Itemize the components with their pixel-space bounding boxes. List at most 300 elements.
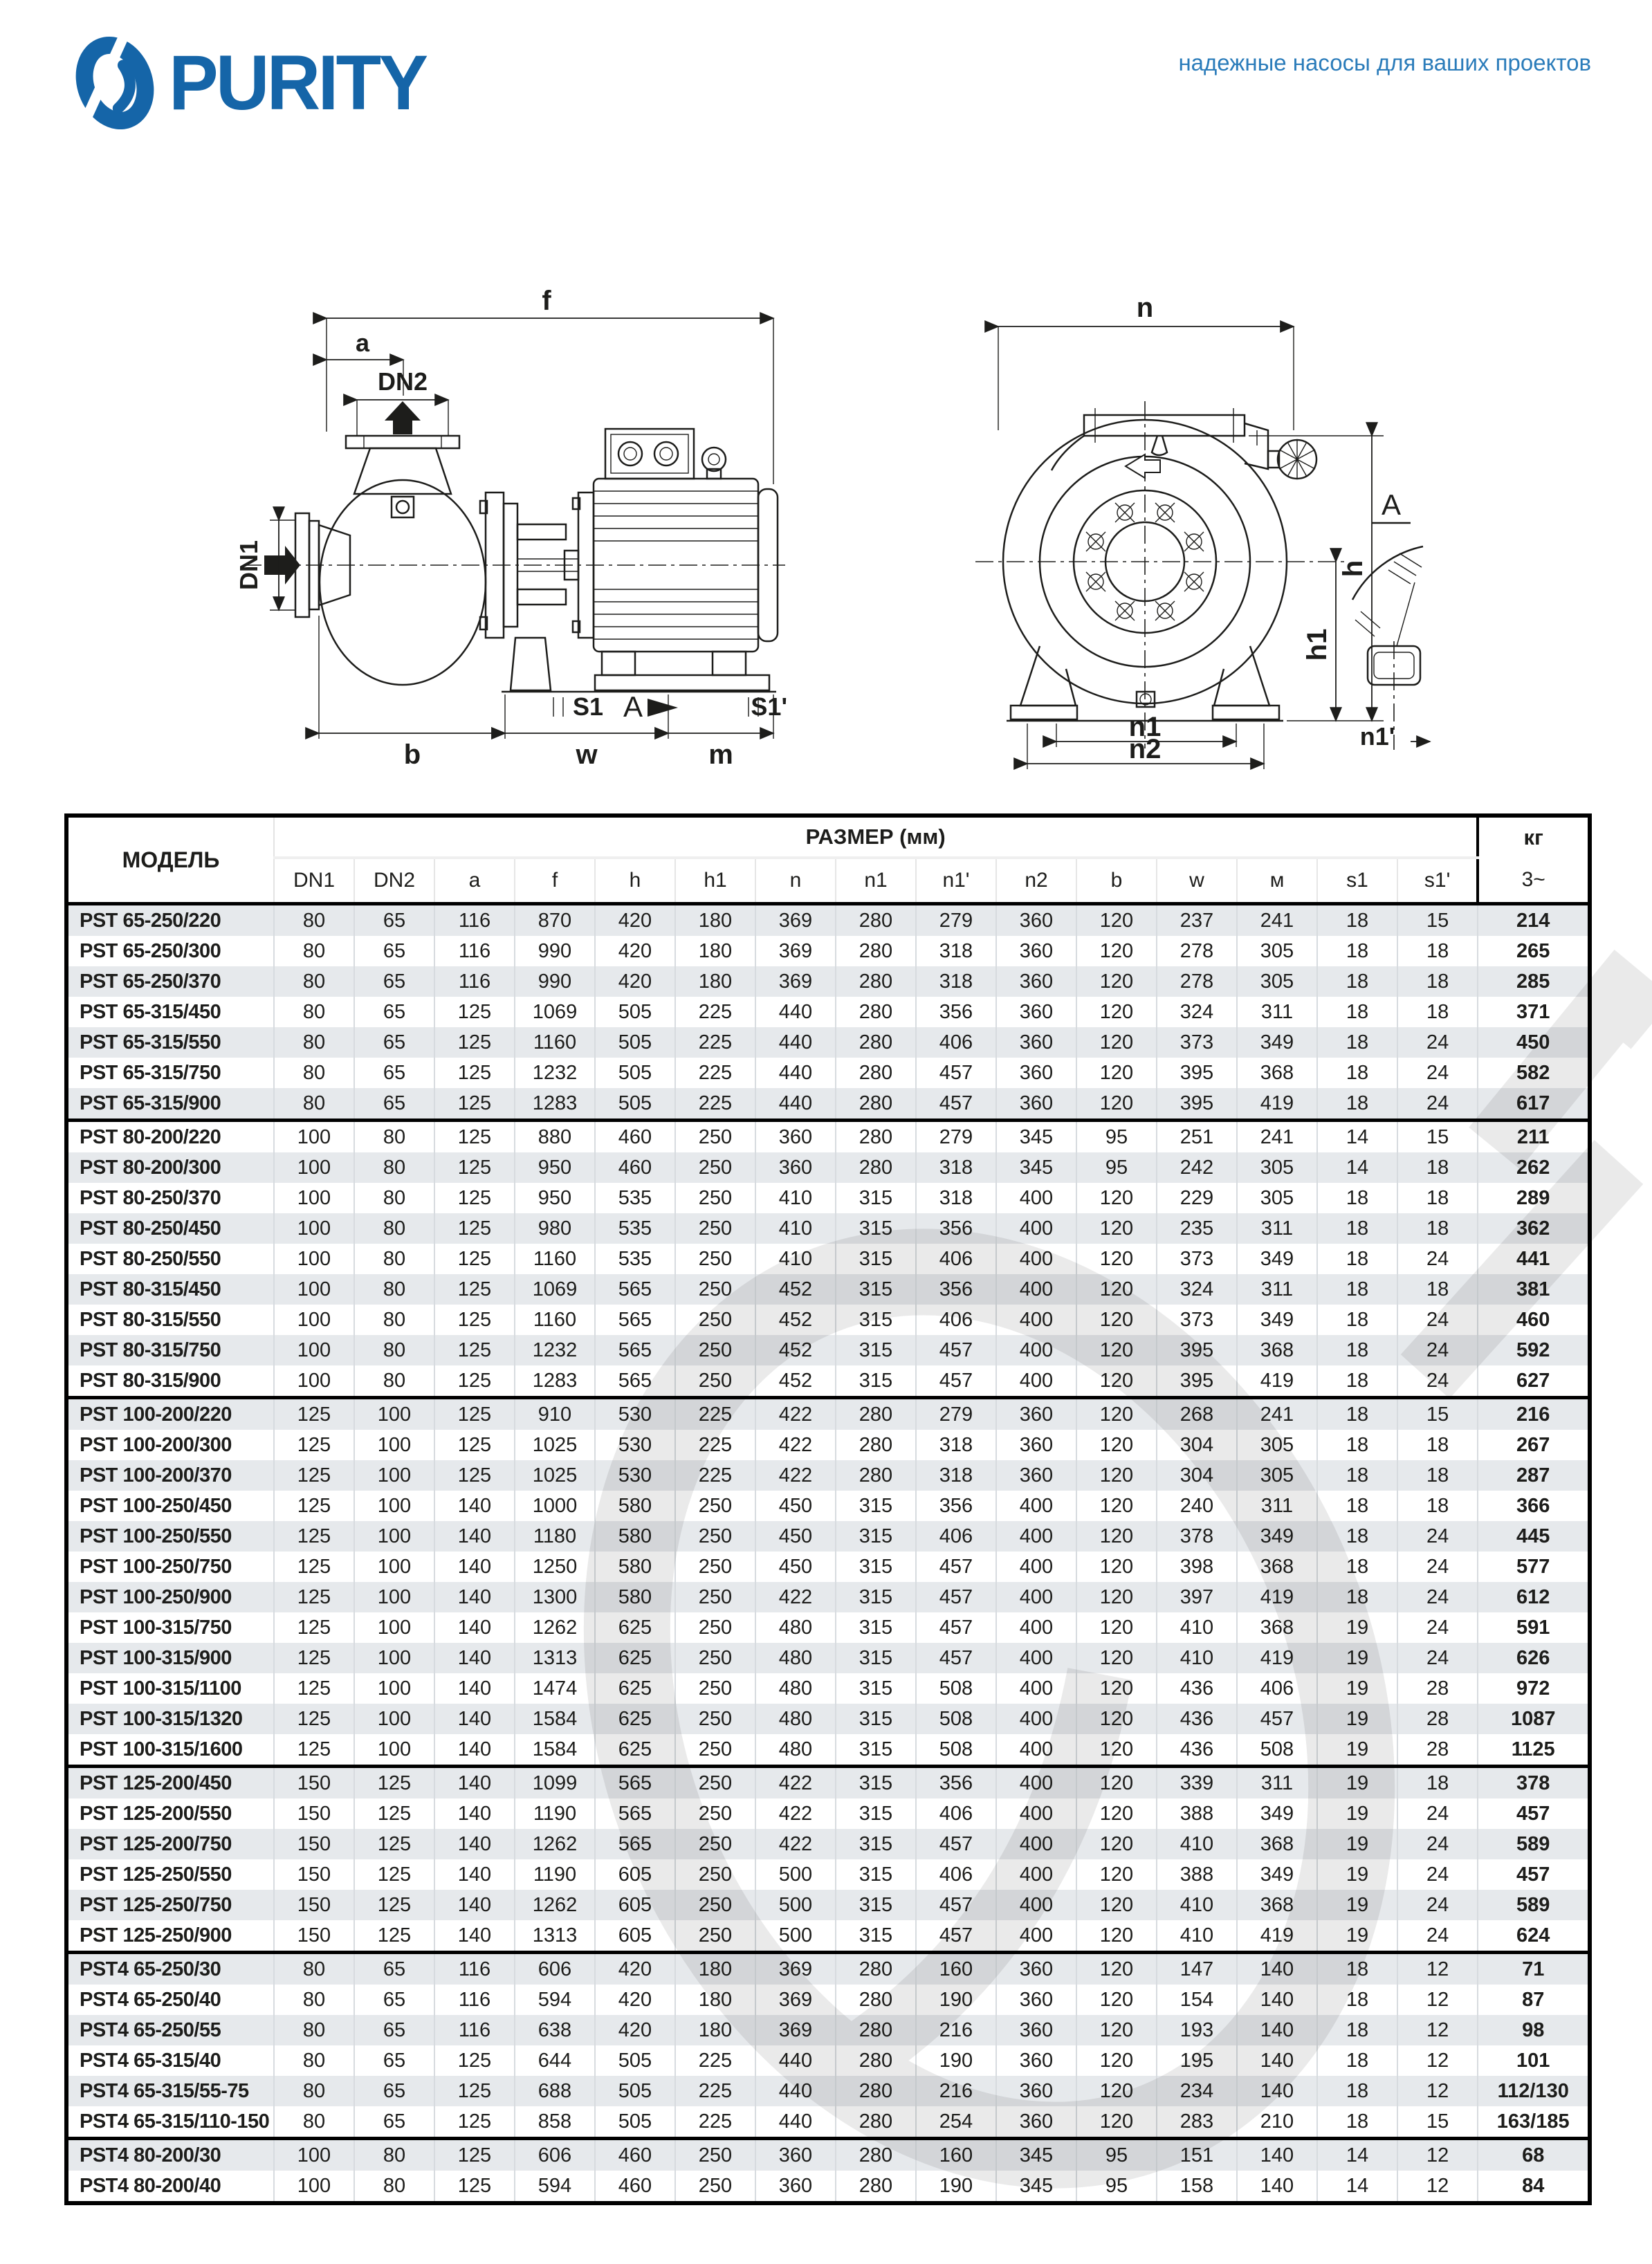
dimension-cell: 18 xyxy=(1317,936,1397,966)
dimension-cell: 19 xyxy=(1317,1829,1397,1859)
dimension-cell: 65 xyxy=(354,966,434,997)
dimension-cell: 18 xyxy=(1317,1582,1397,1612)
dimension-cell: 605 xyxy=(595,1859,675,1890)
weight-cell: 214 xyxy=(1478,904,1590,937)
dimension-cell: 530 xyxy=(595,1398,675,1430)
dimension-cell: 406 xyxy=(916,1027,996,1058)
dim-label-n2: n2 xyxy=(1128,734,1162,764)
dimension-cell: 116 xyxy=(434,1985,515,2015)
dimension-cell: 240 xyxy=(1157,1491,1237,1521)
dimension-cell: 116 xyxy=(434,2015,515,2045)
dimension-cell: 388 xyxy=(1157,1798,1237,1829)
column-header: a xyxy=(434,858,515,904)
table-row xyxy=(66,1673,1590,1704)
dimension-cell: 950 xyxy=(515,1152,595,1183)
table-row xyxy=(66,1859,1590,1890)
weight-cell: 71 xyxy=(1478,1953,1590,1985)
dimension-cell: 625 xyxy=(595,1612,675,1643)
weight-cell: 627 xyxy=(1478,1365,1590,1398)
dimension-cell: 120 xyxy=(1076,1767,1157,1799)
dimension-cell: 18 xyxy=(1317,1183,1397,1213)
dimension-cell: 120 xyxy=(1076,1521,1157,1552)
dimension-cell: 280 xyxy=(836,904,916,937)
dimension-cell: 1232 xyxy=(515,1335,595,1365)
dimension-cell: 315 xyxy=(836,1704,916,1734)
weight-cell: 460 xyxy=(1478,1305,1590,1335)
dimension-cell: 315 xyxy=(836,1491,916,1521)
dimension-cell: 315 xyxy=(836,1305,916,1335)
dimension-cell: 100 xyxy=(274,2171,354,2203)
model-cell: PST 125-200/450 xyxy=(66,1767,274,1799)
dimension-cell: 140 xyxy=(434,1521,515,1552)
dimension-cell: 1190 xyxy=(515,1859,595,1890)
dimension-cell: 990 xyxy=(515,966,595,997)
column-header: DN2 xyxy=(354,858,434,904)
dimension-cell: 605 xyxy=(595,1890,675,1920)
dimension-cell: 508 xyxy=(916,1734,996,1767)
dimension-cell: 18 xyxy=(1397,936,1478,966)
dimension-cell: 644 xyxy=(515,2045,595,2076)
weight-cell: 371 xyxy=(1478,997,1590,1027)
dimension-cell: 311 xyxy=(1237,1767,1317,1799)
dimension-cell: 18 xyxy=(1397,1152,1478,1183)
dimension-cell: 318 xyxy=(916,936,996,966)
table-row xyxy=(66,1365,1590,1398)
dimension-cell: 140 xyxy=(1237,2076,1317,2106)
weight-cell: 265 xyxy=(1478,936,1590,966)
dimension-cell: 457 xyxy=(916,1643,996,1673)
dimension-cell: 356 xyxy=(916,1274,996,1305)
dimension-cell: 480 xyxy=(755,1673,836,1704)
column-header: n1 xyxy=(836,858,916,904)
model-cell: PST4 65-250/40 xyxy=(80,1988,221,2011)
purity-logo-icon xyxy=(69,36,166,129)
table-row xyxy=(66,997,1590,1027)
table-body xyxy=(66,904,1590,2204)
dimension-cell: 100 xyxy=(354,1430,434,1460)
pump-side-view-drawing xyxy=(228,285,792,773)
dimension-cell: 250 xyxy=(675,1552,755,1582)
dimension-cell: 400 xyxy=(996,1244,1076,1274)
dimension-cell: 419 xyxy=(1237,1582,1317,1612)
table-row xyxy=(66,1612,1590,1643)
dimension-cell: 395 xyxy=(1157,1088,1237,1121)
dimension-cell: 190 xyxy=(916,2045,996,2076)
dimension-cell: 120 xyxy=(1076,936,1157,966)
table-row xyxy=(66,1398,1590,1430)
model-cell: PST 100-250/450 xyxy=(80,1494,232,1517)
purity-logo xyxy=(69,36,437,129)
dimension-cell: 229 xyxy=(1157,1183,1237,1213)
model-cell: PST4 65-250/55 xyxy=(80,2018,221,2041)
dimension-cell: 422 xyxy=(755,1829,836,1859)
dimension-cell: 18 xyxy=(1317,997,1397,1027)
dimension-cell: 125 xyxy=(434,1430,515,1460)
dimension-cell: 505 xyxy=(595,2045,675,2076)
dimension-cell: 505 xyxy=(595,1058,675,1088)
table-row xyxy=(66,1920,1590,1953)
dimension-cell: 356 xyxy=(916,1213,996,1244)
dimension-cell: 24 xyxy=(1397,1335,1478,1365)
dimension-cell: 225 xyxy=(675,1088,755,1121)
dimension-cell: 125 xyxy=(354,1767,434,1799)
column-header: n xyxy=(755,858,836,904)
table-row xyxy=(66,1953,1590,1985)
dimension-cell: 150 xyxy=(274,1890,354,1920)
table-row xyxy=(66,1088,1590,1121)
dimension-cell: 315 xyxy=(836,1829,916,1859)
dimension-cell: 360 xyxy=(996,1027,1076,1058)
dimension-cell: 400 xyxy=(996,1920,1076,1953)
dimension-cell: 65 xyxy=(354,904,434,937)
dimension-cell: 345 xyxy=(996,1152,1076,1183)
model-cell: PST 65-315/900 xyxy=(80,1092,221,1114)
weight-cell: 101 xyxy=(1478,2045,1590,2076)
dimension-cell: 18 xyxy=(1317,2106,1397,2139)
dimension-cell: 80 xyxy=(274,2045,354,2076)
dimension-cell: 324 xyxy=(1157,997,1237,1027)
dimension-cell: 406 xyxy=(916,1859,996,1890)
dimension-cell: 406 xyxy=(916,1305,996,1335)
dimension-cell: 140 xyxy=(434,1829,515,1859)
dimension-cell: 18 xyxy=(1317,904,1397,937)
dimension-cell: 65 xyxy=(354,1088,434,1121)
dimension-cell: 457 xyxy=(916,1335,996,1365)
dimension-cell: 400 xyxy=(996,1183,1076,1213)
dimension-cell: 125 xyxy=(274,1734,354,1767)
model-cell: PST 65-315/450 xyxy=(80,1000,221,1023)
dimension-cell: 24 xyxy=(1397,1027,1478,1058)
model-cell: PST 100-315/900 xyxy=(80,1646,232,1669)
dimension-cell: 125 xyxy=(434,1213,515,1244)
dimension-cell: 225 xyxy=(675,997,755,1027)
dimension-cell: 535 xyxy=(595,1244,675,1274)
dimension-cell: 18 xyxy=(1317,1521,1397,1552)
dimension-cell: 368 xyxy=(1237,1612,1317,1643)
dimension-cell: 535 xyxy=(595,1183,675,1213)
dimension-cell: 241 xyxy=(1237,904,1317,937)
column-header: м xyxy=(1237,858,1317,904)
dimension-cell: 400 xyxy=(996,1798,1076,1829)
dimension-cell: 120 xyxy=(1076,2106,1157,2139)
dimension-cell: 120 xyxy=(1076,1244,1157,1274)
dimension-cell: 1262 xyxy=(515,1612,595,1643)
dimension-cell: 100 xyxy=(274,1183,354,1213)
dimension-cell: 436 xyxy=(1157,1673,1237,1704)
dimension-cell: 125 xyxy=(274,1398,354,1430)
dimension-cell: 216 xyxy=(916,2015,996,2045)
dimension-cell: 324 xyxy=(1157,1274,1237,1305)
weight-cell: 366 xyxy=(1478,1491,1590,1521)
table-row xyxy=(66,1058,1590,1088)
dim-label-s1: S1 xyxy=(572,692,604,721)
dimension-cell: 125 xyxy=(274,1673,354,1704)
weight-cell: 592 xyxy=(1478,1335,1590,1365)
model-cell: PST 65-250/370 xyxy=(80,970,221,993)
dimension-cell: 1232 xyxy=(515,1058,595,1088)
dimension-cell: 28 xyxy=(1397,1673,1478,1704)
table-row xyxy=(66,1985,1590,2015)
dimension-cell: 400 xyxy=(996,1673,1076,1704)
dimension-cell: 140 xyxy=(434,1673,515,1704)
dimension-cell: 250 xyxy=(675,1643,755,1673)
dimension-cell: 125 xyxy=(354,1859,434,1890)
dimension-cell: 400 xyxy=(996,1521,1076,1552)
dimension-cell: 65 xyxy=(354,1985,434,2015)
dimension-cell: 250 xyxy=(675,1582,755,1612)
dimension-cell: 120 xyxy=(1076,2045,1157,2076)
dimension-cell: 638 xyxy=(515,2015,595,2045)
dimension-cell: 120 xyxy=(1076,1582,1157,1612)
dimension-cell: 457 xyxy=(916,1058,996,1088)
dimension-cell: 280 xyxy=(836,2045,916,2076)
dimension-cell: 625 xyxy=(595,1673,675,1704)
dimension-cell: 422 xyxy=(755,1460,836,1491)
dimension-cell: 18 xyxy=(1317,1335,1397,1365)
dimension-cell: 360 xyxy=(996,1430,1076,1460)
dimension-cell: 125 xyxy=(434,1244,515,1274)
dimension-cell: 120 xyxy=(1076,1734,1157,1767)
weight-cell: 441 xyxy=(1478,1244,1590,1274)
dimension-cell: 279 xyxy=(916,904,996,937)
model-cell: PST 100-315/750 xyxy=(80,1616,232,1639)
dimension-cell: 24 xyxy=(1397,1582,1478,1612)
model-cell: PST 80-315/450 xyxy=(80,1278,221,1300)
model-cell: PST 100-200/220 xyxy=(66,1398,274,1430)
dimension-cell: 120 xyxy=(1076,1890,1157,1920)
dimension-cell: 234 xyxy=(1157,2076,1237,2106)
dimension-cell: 65 xyxy=(354,936,434,966)
dimension-cell: 250 xyxy=(675,1521,755,1552)
dimension-cell: 315 xyxy=(836,1213,916,1244)
dimension-cell: 410 xyxy=(755,1244,836,1274)
dimension-cell: 180 xyxy=(675,1985,755,2015)
dimension-cell: 315 xyxy=(836,1582,916,1612)
dimension-cell: 304 xyxy=(1157,1430,1237,1460)
dimension-cell: 24 xyxy=(1397,1244,1478,1274)
dimension-cell: 19 xyxy=(1317,1798,1397,1829)
dimension-cell: 15 xyxy=(1397,2106,1478,2139)
dimension-cell: 369 xyxy=(755,904,836,937)
dimension-cell: 14 xyxy=(1317,1152,1397,1183)
dimension-cell: 315 xyxy=(836,1673,916,1704)
dimension-cell: 250 xyxy=(675,1673,755,1704)
dimension-cell: 315 xyxy=(836,1859,916,1890)
dimension-cell: 120 xyxy=(1076,1183,1157,1213)
dimension-cell: 565 xyxy=(595,1829,675,1859)
dimension-cell: 452 xyxy=(755,1274,836,1305)
dimension-cell: 125 xyxy=(354,1890,434,1920)
dimension-cell: 18 xyxy=(1397,997,1478,1027)
dimension-cell: 450 xyxy=(755,1521,836,1552)
dimension-cell: 95 xyxy=(1076,2139,1157,2171)
dimension-cell: 100 xyxy=(354,1521,434,1552)
table-row xyxy=(66,1027,1590,1058)
dimension-cell: 360 xyxy=(996,1058,1076,1088)
dimension-cell: 15 xyxy=(1397,1121,1478,1153)
dimension-cell: 250 xyxy=(675,1335,755,1365)
dimension-cell: 125 xyxy=(434,2045,515,2076)
dimension-cell: 410 xyxy=(755,1183,836,1213)
dimension-cell: 19 xyxy=(1317,1890,1397,1920)
dimension-cell: 140 xyxy=(434,1582,515,1612)
dimension-cell: 80 xyxy=(274,1058,354,1088)
table-row xyxy=(66,1244,1590,1274)
dim-label-n: n xyxy=(1136,293,1154,323)
dimension-cell: 18 xyxy=(1317,1244,1397,1274)
dimension-cell: 140 xyxy=(434,1552,515,1582)
dimension-cell: 349 xyxy=(1237,1521,1317,1552)
model-cell: PST4 65-315/110-150 xyxy=(80,2110,270,2133)
dimension-cell: 150 xyxy=(274,1767,354,1799)
dimension-cell: 356 xyxy=(916,1767,996,1799)
kg-subheader: 3~ xyxy=(1478,858,1590,904)
column-header-row xyxy=(66,858,1590,904)
dimension-cell: 419 xyxy=(1237,1643,1317,1673)
model-cell: PST 125-250/750 xyxy=(80,1893,232,1916)
dimension-cell: 250 xyxy=(675,1244,755,1274)
dimension-cell: 80 xyxy=(274,904,354,937)
dimension-cell: 140 xyxy=(1237,2171,1317,2203)
model-cell: PST 80-315/750 xyxy=(80,1338,221,1361)
dimension-cell: 125 xyxy=(434,1183,515,1213)
dimension-cell: 311 xyxy=(1237,1491,1317,1521)
dimension-cell: 1160 xyxy=(515,1305,595,1335)
dimension-cell: 125 xyxy=(274,1612,354,1643)
dimension-cell: 910 xyxy=(515,1398,595,1430)
dimension-cell: 12 xyxy=(1397,1953,1478,1985)
table-row xyxy=(66,1829,1590,1859)
dimension-cell: 580 xyxy=(595,1552,675,1582)
dimension-cell: 151 xyxy=(1157,2139,1237,2171)
dimension-cell: 120 xyxy=(1076,1552,1157,1582)
dimension-cell: 278 xyxy=(1157,936,1237,966)
column-header: h1 xyxy=(675,858,755,904)
dimension-cell: 280 xyxy=(836,1430,916,1460)
dimension-cell: 80 xyxy=(354,1183,434,1213)
dimension-cell: 15 xyxy=(1397,904,1478,937)
dimension-cell: 100 xyxy=(354,1398,434,1430)
dimension-cell: 120 xyxy=(1076,2076,1157,2106)
dimension-cell: 870 xyxy=(515,904,595,937)
dimension-cell: 315 xyxy=(836,1798,916,1829)
dimension-cell: 345 xyxy=(996,2171,1076,2203)
dimension-cell: 18 xyxy=(1317,1430,1397,1460)
dimension-cell: 100 xyxy=(274,1121,354,1153)
dimension-cell: 280 xyxy=(836,1953,916,1985)
dimension-cell: 565 xyxy=(595,1798,675,1829)
dimension-cell: 318 xyxy=(916,1152,996,1183)
dimension-cell: 80 xyxy=(274,1027,354,1058)
weight-cell: 1125 xyxy=(1478,1734,1590,1767)
dimension-cell: 125 xyxy=(274,1552,354,1582)
dimension-cell: 280 xyxy=(836,1398,916,1430)
dimension-cell: 18 xyxy=(1397,1183,1478,1213)
dimension-cell: 225 xyxy=(675,1430,755,1460)
weight-cell: 445 xyxy=(1478,1521,1590,1552)
model-cell: PST 80-315/550 xyxy=(80,1308,221,1331)
table-row xyxy=(66,936,1590,966)
dimension-cell: 120 xyxy=(1076,1305,1157,1335)
dim-label-dn2: DN2 xyxy=(377,367,428,396)
dimension-cell: 125 xyxy=(434,1274,515,1305)
dimension-cell: 235 xyxy=(1157,1213,1237,1244)
model-cell: PST 125-200/750 xyxy=(80,1832,232,1855)
weight-cell: 1087 xyxy=(1478,1704,1590,1734)
dimension-cell: 318 xyxy=(916,1183,996,1213)
dimension-cell: 65 xyxy=(354,1027,434,1058)
dimension-cell: 12 xyxy=(1397,2076,1478,2106)
weight-cell: 626 xyxy=(1478,1643,1590,1673)
dimension-cell: 120 xyxy=(1076,1798,1157,1829)
dimension-cell: 100 xyxy=(354,1643,434,1673)
dimension-cell: 140 xyxy=(434,1890,515,1920)
dimension-cell: 125 xyxy=(434,1121,515,1153)
dimension-cell: 120 xyxy=(1076,1088,1157,1121)
dim-label-m: m xyxy=(708,739,733,770)
dimension-cell: 250 xyxy=(675,1213,755,1244)
header-row-groups xyxy=(66,816,1590,858)
dimension-cell: 460 xyxy=(595,1121,675,1153)
model-header: МОДЕЛЬ xyxy=(66,816,274,904)
dimension-cell: 457 xyxy=(916,1365,996,1398)
dimension-cell: 360 xyxy=(996,2045,1076,2076)
dimension-cell: 14 xyxy=(1317,1121,1397,1153)
dimension-cell: 1160 xyxy=(515,1244,595,1274)
table-row xyxy=(66,1305,1590,1335)
dimension-cell: 28 xyxy=(1397,1734,1478,1767)
dimension-cell: 250 xyxy=(675,1734,755,1767)
dimension-cell: 480 xyxy=(755,1734,836,1767)
dimension-cell: 280 xyxy=(836,1088,916,1121)
dimension-cell: 160 xyxy=(916,2139,996,2171)
dimension-cell: 100 xyxy=(274,2139,354,2171)
dimension-cell: 65 xyxy=(354,2106,434,2139)
dimension-cell: 19 xyxy=(1317,1767,1397,1799)
table-row xyxy=(66,1430,1590,1460)
dimension-cell: 508 xyxy=(1237,1734,1317,1767)
dimension-cell: 452 xyxy=(755,1365,836,1398)
dimension-cell: 120 xyxy=(1076,966,1157,997)
dimension-cell: 360 xyxy=(996,966,1076,997)
dimension-cell: 250 xyxy=(675,1305,755,1335)
view-a-label: A xyxy=(623,690,643,723)
dimension-cell: 565 xyxy=(595,1767,675,1799)
dimension-cell: 120 xyxy=(1076,1365,1157,1398)
model-cell: PST 100-315/1600 xyxy=(80,1738,243,1760)
dimension-cell: 65 xyxy=(354,1953,434,1985)
table-row xyxy=(66,1643,1590,1673)
dimension-cell: 400 xyxy=(996,1643,1076,1673)
dimension-cell: 120 xyxy=(1076,1335,1157,1365)
table-row xyxy=(66,966,1590,997)
model-cell: PST 65-315/750 xyxy=(80,1061,221,1084)
dimension-cell: 116 xyxy=(434,1953,515,1985)
dimension-cell: 65 xyxy=(354,997,434,1027)
dimension-cell: 1262 xyxy=(515,1829,595,1859)
weight-cell: 589 xyxy=(1478,1890,1590,1920)
dimension-cell: 80 xyxy=(354,2171,434,2203)
dimension-cell: 420 xyxy=(595,966,675,997)
dimension-cell: 251 xyxy=(1157,1121,1237,1153)
dimension-cell: 24 xyxy=(1397,1859,1478,1890)
column-header: w xyxy=(1157,858,1237,904)
dimension-cell: 120 xyxy=(1076,1920,1157,1953)
dimension-cell: 250 xyxy=(675,1920,755,1953)
weight-cell: 589 xyxy=(1478,1829,1590,1859)
dimension-cell: 18 xyxy=(1317,1365,1397,1398)
dimension-cell: 125 xyxy=(434,1058,515,1088)
